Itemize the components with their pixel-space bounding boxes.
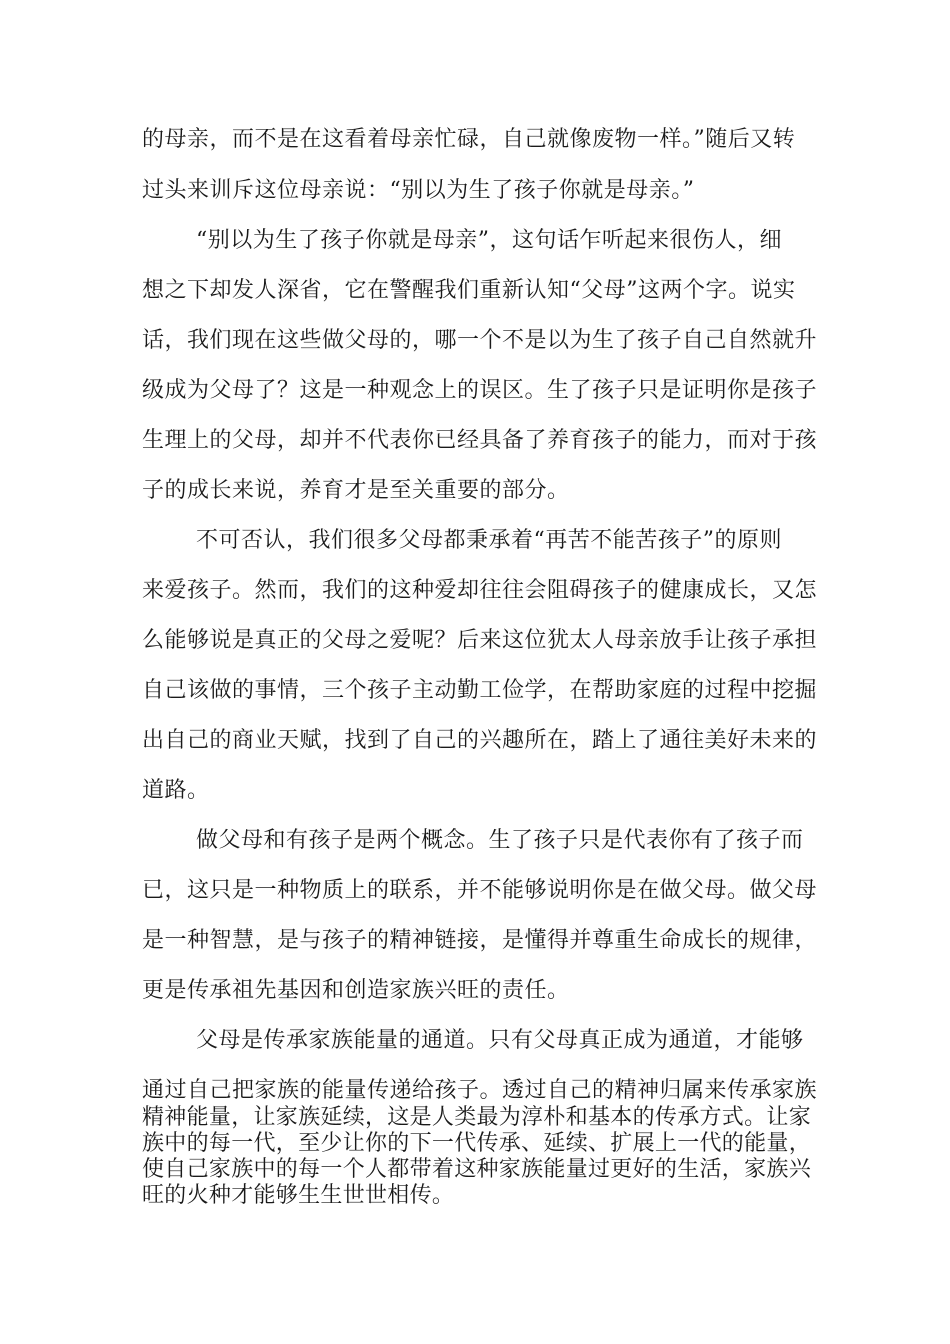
text-line: 精神能量，让家族延续，这是人类最为淳朴和基本的传承方式。让家 bbox=[142, 1105, 812, 1130]
text-line: 的母亲，而不是在这看着母亲忙碌，自己就像废物一样。”随后又转 bbox=[142, 127, 796, 152]
text-line: 么能够说是真正的父母之爱呢？后来这位犹太人母亲放手让孩子承担 bbox=[142, 628, 818, 653]
text-line: 子的成长来说，养育才是至关重要的部分。 bbox=[142, 478, 570, 503]
text-line: 已，这只是一种物质上的联系，并不能够说明你是在做父母。做父母 bbox=[142, 878, 818, 903]
text-line: 通过自己把家族的能量传递给孩子。透过自己的精神归属来传承家族 bbox=[142, 1078, 818, 1103]
paragraph-first-line: 父母是传承家族能量的通道。只有父母真正成为通道，才能够 bbox=[196, 1028, 804, 1053]
text-line: 使自己家族中的每一个人都带着这种家族能量过更好的生活，家族兴 bbox=[142, 1157, 812, 1182]
text-line: 级成为父母了？这是一种观念上的误区。生了孩子只是证明你是孩子 bbox=[142, 378, 818, 403]
text-line: 想之下却发人深省，它在警醒我们重新认知“父母”这两个字。说实 bbox=[142, 278, 796, 303]
text-line: 旺的火种才能够生生世世相传。 bbox=[142, 1183, 455, 1208]
text-line: 话，我们现在这些做父母的，哪一个不是以为生了孩子自己自然就升 bbox=[142, 328, 818, 353]
text-line: 出自己的商业天赋，找到了自己的兴趣所在，踏上了通往美好未来的 bbox=[142, 728, 818, 753]
text-line: 族中的每一代，至少让你的下一代传承、延续、扩展上一代的能量， bbox=[142, 1131, 812, 1156]
paragraph-first-line: “别以为生了孩子你就是母亲”，这句话乍听起来很伤人，细 bbox=[196, 228, 782, 253]
paragraph-first-line: 不可否认，我们很多父母都秉承着“再苦不能苦孩子”的原则 bbox=[196, 528, 782, 553]
paragraph-first-line: 做父母和有孩子是两个概念。生了孩子只是代表你有了孩子而 bbox=[196, 828, 804, 853]
text-line: 生理上的父母，却并不代表你已经具备了养育孩子的能力，而对于孩 bbox=[142, 428, 818, 453]
text-line: 来爱孩子。然而，我们的这种爱却往往会阻碍孩子的健康成长，又怎 bbox=[142, 578, 818, 603]
text-line: 是一种智慧，是与孩子的精神链接，是懂得并尊重生命成长的规律， bbox=[142, 928, 818, 953]
text-line: 更是传承祖先基因和创造家族兴旺的责任。 bbox=[142, 978, 570, 1003]
text-line: 自己该做的事情，三个孩子主动勤工俭学，在帮助家庭的过程中挖掘 bbox=[142, 678, 818, 703]
text-line: 道路。 bbox=[142, 778, 210, 803]
text-line: 过头来训斥这位母亲说：“别以为生了孩子你就是母亲。” bbox=[142, 178, 695, 203]
